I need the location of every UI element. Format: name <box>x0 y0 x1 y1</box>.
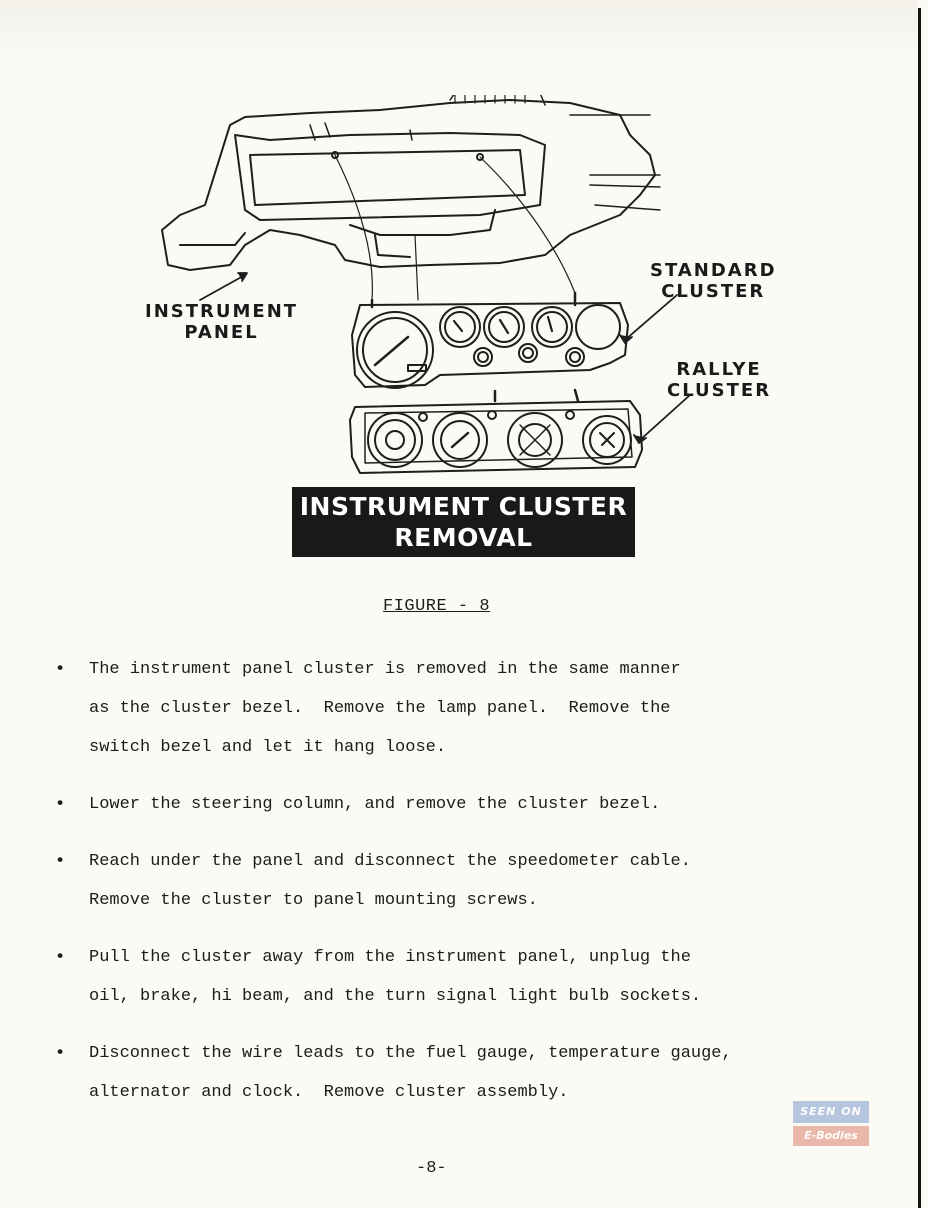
list-item-line: Pull the cluster away from the instrument panel, unplug the <box>89 948 691 967</box>
standard-cluster-callout-line-2: CLUSTER <box>661 281 766 302</box>
site-watermark <box>793 1101 869 1147</box>
page-top-shading <box>0 0 918 70</box>
instrument-panel-drawing <box>162 95 660 270</box>
page-right-edge <box>918 8 921 1208</box>
list-item <box>55 785 875 824</box>
figure-title-box <box>292 487 635 557</box>
list-item-line: Remove the cluster to panel mounting screws. <box>89 891 538 910</box>
alignment-lines <box>335 155 575 300</box>
instrument-panel-callout <box>145 301 298 343</box>
watermark-bottom-text: E-Bodies <box>793 1126 869 1146</box>
standard-cluster-callout <box>650 260 777 302</box>
figure-title-line-2: REMOVAL <box>394 523 533 552</box>
list-item-line: as the cluster bezel. Remove the lamp panel. Remove the <box>89 699 671 718</box>
list-item <box>55 1034 875 1112</box>
list-item-line: Reach under the panel and disconnect the speedometer cable. <box>89 852 691 871</box>
list-item <box>55 842 875 920</box>
list-item-line: The instrument panel cluster is removed in the same manner <box>89 660 681 679</box>
list-item-line: oil, brake, hi beam, and the turn signal light bulb sockets. <box>89 987 702 1006</box>
instrument-panel-callout-line-1: INSTRUMENT <box>145 301 299 322</box>
rallye-cluster-callout-line-1: RALLYE <box>676 359 762 380</box>
standard-cluster-callout-line-1: STANDARD <box>650 260 777 281</box>
list-item-line: switch bezel and let it hang loose. <box>89 738 447 757</box>
instrument-panel-callout-line-2: PANEL <box>184 322 259 343</box>
standard-cluster-drawing <box>352 293 628 388</box>
figure-caption: FIGURE - 8 <box>383 597 491 616</box>
list-item-line: Lower the steering column, and remove the cluster bezel. <box>89 795 661 814</box>
list-item-line: alternator and clock. Remove cluster assembly. <box>89 1083 569 1102</box>
bullet-dot: • <box>55 1044 66 1063</box>
bullet-dot: • <box>55 852 66 871</box>
list-item <box>55 650 875 767</box>
figure-title-line-1: INSTRUMENT CLUSTER <box>299 492 628 521</box>
rallye-cluster-callout <box>667 359 771 401</box>
list-item <box>55 938 875 1016</box>
bullet-dot: • <box>55 795 66 814</box>
list-item-line: Disconnect the wire leads to the fuel gauge, temperature gauge, <box>89 1044 732 1063</box>
rallye-cluster-callout-line-2: CLUSTER <box>667 380 772 401</box>
bullet-dot: • <box>55 660 66 679</box>
page-number: -8- <box>416 1159 447 1178</box>
rallye-cluster-drawing <box>350 390 642 473</box>
instruction-list <box>55 650 875 1112</box>
bullet-dot: • <box>55 948 66 967</box>
watermark-top-text: SEEN ON <box>793 1101 869 1123</box>
